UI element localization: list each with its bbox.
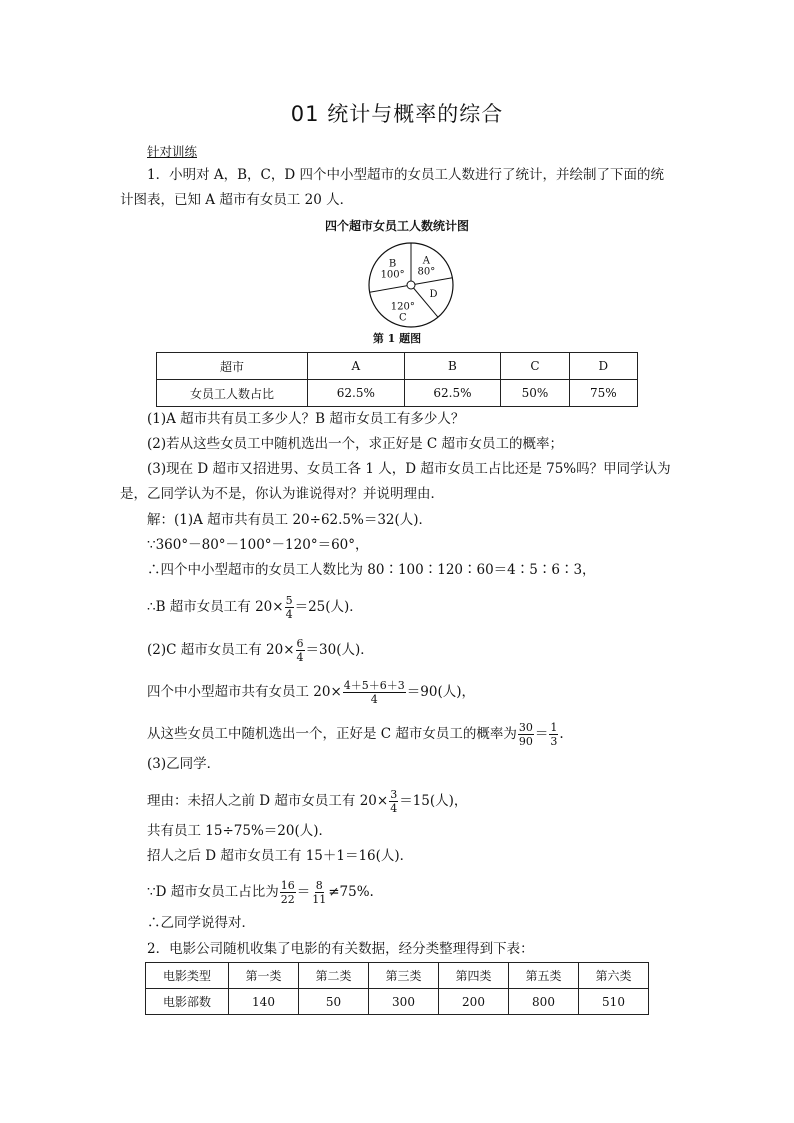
page-title: 01 统计与概率的综合: [290, 102, 504, 126]
q1-text-line2: 计图表，已知 A 超市有女员工 20 人．: [120, 192, 354, 208]
fraction: $\frac{1}{3}$: [550, 721, 558, 748]
table-cell: 800: [509, 989, 579, 1015]
table-header-cell: B: [404, 353, 501, 380]
q1-sub2: (2)若从这些女员工中随机选出一个，求正好是 C 超市女员工的概率；: [147, 436, 564, 452]
table-header-cell: C: [501, 353, 569, 380]
solution-line: 解：(1)A 超市共有员工 20÷62.5%＝32(人)．: [147, 512, 433, 528]
solution-line: 从这些女员工中随机选出一个，正好是 C 超市女员工的概率为 $\frac{30}{90}$ ＝ $\frac{1}{3}$ .: [147, 721, 564, 748]
pie-slice-label-a: A 80°: [417, 255, 436, 278]
table-cell: 300: [369, 989, 439, 1015]
solution-line: ∵360°－80°－100°－120°＝60°，: [147, 537, 369, 553]
q1-sub3-line1: (3)现在 D 超市又招进男、女员工各 1 人，D 超市女员工占比还是 75%吗？甲同学认为: [147, 461, 671, 477]
fraction: $\frac{5}{4}$: [285, 594, 293, 621]
fraction: $\frac{30}{90}$: [518, 721, 533, 748]
solution-line: ∴乙同学说得对．: [147, 915, 255, 931]
table-cell: 62.5%: [308, 380, 405, 407]
solution-line: ∵D 超市女员工占比为 $\frac{16}{22}$ ＝ $\frac{8}{11}$ ≠75%.: [147, 879, 374, 906]
table-header-cell: 电影类型: [146, 963, 229, 989]
q2-text: 2．电影公司随机收集了电影的有关数据，经分类整理得到下表：: [147, 941, 534, 957]
pie-center: [407, 281, 415, 289]
solution-line: ∴B 超市女员工有 20× $\frac{5}{4}$ ＝25(人)．: [147, 594, 363, 621]
table-row: [157, 353, 638, 380]
ratio-table: [156, 352, 638, 407]
table-cell: 女员工人数占比: [157, 380, 308, 407]
solution-line: 共有员工 15÷75%＝20(人)．: [147, 823, 332, 839]
pie-slice-boundary-b: [370, 285, 411, 292]
fraction: $\frac{3}{4}$: [390, 788, 398, 815]
section-label: 针对训练: [147, 144, 198, 159]
table-header-cell: 第二类: [299, 963, 369, 989]
table-header-cell: D: [569, 353, 637, 380]
table-header-cell: 第一类: [229, 963, 299, 989]
pie-slice-boundary-d: [411, 278, 452, 285]
solution-line: 招人之后 D 超市女员工有 15＋1＝16(人)．: [147, 848, 414, 864]
table-header-cell: 第六类: [579, 963, 649, 989]
table-row: [146, 989, 649, 1015]
table-header-cell: 第五类: [509, 963, 579, 989]
table-header-cell: 第三类: [369, 963, 439, 989]
table-cell: 电影部数: [146, 989, 229, 1015]
q1-text-line1: 1．小明对 A，B，C，D 四个中小型超市的女员工人数进行了统计，并绘制了下面的统: [147, 167, 664, 183]
table-cell: 510: [579, 989, 649, 1015]
table-header-cell: 第四类: [439, 963, 509, 989]
solution-line: 理由：未招人之前 D 超市女员工有 20× $\frac{3}{4}$ ＝15(人)，: [147, 788, 468, 815]
table-header-cell: 超市: [157, 353, 308, 380]
fraction: $\frac{16}{22}$: [280, 879, 295, 906]
pie-slice-label-c: 120° C: [390, 301, 415, 324]
table-header-cell: A: [308, 353, 405, 380]
solution-line: (3)乙同学．: [147, 756, 221, 772]
figure-caption: 第 1 题图: [372, 332, 422, 345]
table-cell: 140: [229, 989, 299, 1015]
chart-title: 四个超市女员工人数统计图: [324, 219, 469, 233]
q1-sub3-line2: 是，乙同学认为不是，你认为谁说得对？并说明理由．: [120, 486, 444, 502]
solution-line: ∴四个中小型超市的女员工人数比为 80∶100∶120∶60＝4∶5∶6∶3，: [147, 562, 596, 578]
table-cell: 75%: [569, 380, 637, 407]
fraction: $\frac{4+5+6+3}{4}$: [343, 679, 405, 706]
table-row: [157, 380, 638, 407]
pie-slice-label-b: B 100°: [380, 258, 405, 281]
table-cell: 50%: [501, 380, 569, 407]
solution-line: 四个中小型超市共有女员工 20× $\frac{4+5+6+3}{4}$ ＝90(人)，: [147, 679, 475, 706]
table-cell: 62.5%: [404, 380, 501, 407]
solution-line: (2)C 超市女员工有 20× $\frac{6}{4}$ ＝30(人)．: [147, 637, 374, 664]
table-cell: 50: [299, 989, 369, 1015]
fraction: $\frac{8}{11}$: [312, 879, 327, 906]
pie-slice-label-d: D: [429, 289, 438, 301]
fraction: $\frac{6}{4}$: [296, 637, 304, 664]
pie-chart: [366, 240, 456, 330]
table-row: [146, 963, 649, 989]
table-cell: 200: [439, 989, 509, 1015]
movie-table: [145, 962, 649, 1015]
q1-sub1: (1)A 超市共有员工多少人？B 超市女员工有多少人？: [147, 411, 465, 427]
